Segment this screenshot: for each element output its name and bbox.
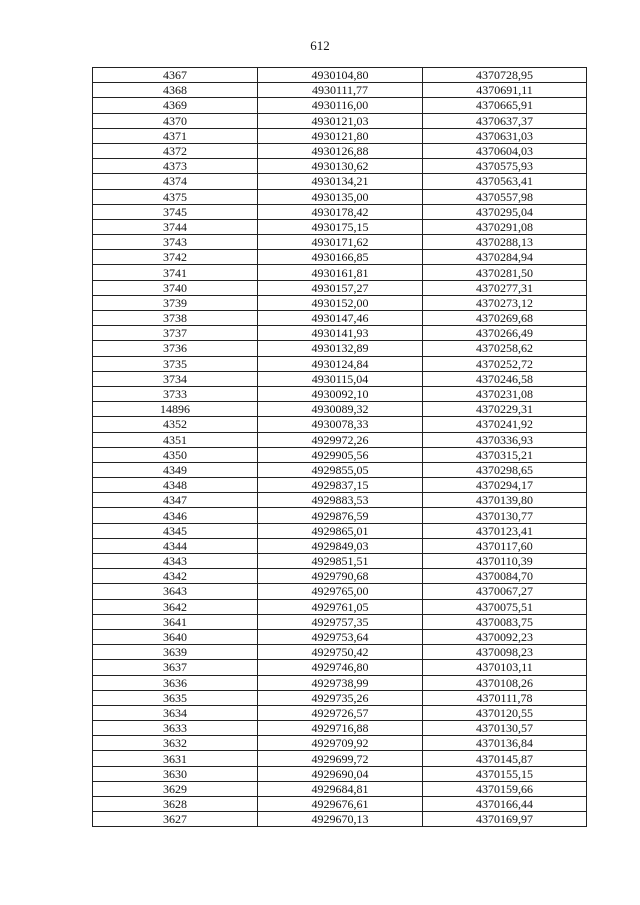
x-coordinate-cell: 4929750,42 (258, 645, 423, 660)
point-number-cell: 4351 (93, 432, 258, 447)
y-coordinate-cell: 4370637,37 (423, 113, 587, 128)
x-coordinate-cell: 4929676,61 (258, 797, 423, 812)
x-coordinate-cell: 4930121,03 (258, 113, 423, 128)
point-number-cell: 4352 (93, 417, 258, 432)
point-number-cell: 4369 (93, 98, 258, 113)
y-coordinate-cell: 4370139,80 (423, 493, 587, 508)
point-number-cell: 4368 (93, 83, 258, 98)
point-number-cell: 3637 (93, 660, 258, 675)
table-row (93, 508, 587, 523)
point-number-cell: 4375 (93, 189, 258, 204)
point-number-cell: 14896 (93, 402, 258, 417)
x-coordinate-cell: 4930166,85 (258, 250, 423, 265)
y-coordinate-cell: 4370575,93 (423, 159, 587, 174)
y-coordinate-cell: 4370563,41 (423, 174, 587, 189)
y-coordinate-cell: 4370241,92 (423, 417, 587, 432)
point-number-cell: 3641 (93, 614, 258, 629)
x-coordinate-cell: 4929753,64 (258, 629, 423, 644)
table-row (93, 341, 587, 356)
point-number-cell: 4374 (93, 174, 258, 189)
y-coordinate-cell: 4370092,23 (423, 629, 587, 644)
y-coordinate-cell: 4370266,49 (423, 326, 587, 341)
y-coordinate-cell: 4370120,55 (423, 705, 587, 720)
point-number-cell: 4346 (93, 508, 258, 523)
table-row (93, 781, 587, 796)
y-coordinate-cell: 4370269,68 (423, 311, 587, 326)
x-coordinate-cell: 4930175,15 (258, 219, 423, 234)
point-number-cell: 3735 (93, 356, 258, 371)
table-row (93, 736, 587, 751)
y-coordinate-cell: 4370665,91 (423, 98, 587, 113)
y-coordinate-cell: 4370258,62 (423, 341, 587, 356)
point-number-cell: 4370 (93, 113, 258, 128)
table-row (93, 265, 587, 280)
table-row (93, 68, 587, 83)
x-coordinate-cell: 4930078,33 (258, 417, 423, 432)
table-row (93, 554, 587, 569)
table-row (93, 98, 587, 113)
y-coordinate-cell: 4370631,03 (423, 128, 587, 143)
point-number-cell: 4371 (93, 128, 258, 143)
point-number-cell: 3628 (93, 797, 258, 812)
point-number-cell: 3627 (93, 812, 258, 827)
y-coordinate-cell: 4370277,31 (423, 280, 587, 295)
x-coordinate-cell: 4930157,27 (258, 280, 423, 295)
point-number-cell: 3739 (93, 295, 258, 310)
point-number-cell: 3631 (93, 751, 258, 766)
table-row (93, 204, 587, 219)
y-coordinate-cell: 4370298,65 (423, 462, 587, 477)
x-coordinate-cell: 4929738,99 (258, 675, 423, 690)
x-coordinate-cell: 4930141,93 (258, 326, 423, 341)
y-coordinate-cell: 4370098,23 (423, 645, 587, 660)
y-coordinate-cell: 4370084,70 (423, 569, 587, 584)
point-number-cell: 3632 (93, 736, 258, 751)
table-row (93, 462, 587, 477)
x-coordinate-cell: 4929851,51 (258, 554, 423, 569)
table-row (93, 189, 587, 204)
point-number-cell: 3741 (93, 265, 258, 280)
point-number-cell: 3636 (93, 675, 258, 690)
x-coordinate-cell: 4930124,84 (258, 356, 423, 371)
table-row (93, 417, 587, 432)
coordinates-table-body (93, 68, 587, 827)
x-coordinate-cell: 4930152,00 (258, 295, 423, 310)
table-row (93, 402, 587, 417)
point-number-cell: 3630 (93, 766, 258, 781)
x-coordinate-cell: 4930171,62 (258, 235, 423, 250)
x-coordinate-cell: 4929699,72 (258, 751, 423, 766)
table-row (93, 812, 587, 827)
x-coordinate-cell: 4929735,26 (258, 690, 423, 705)
x-coordinate-cell: 4930132,89 (258, 341, 423, 356)
y-coordinate-cell: 4370728,95 (423, 68, 587, 83)
table-row (93, 478, 587, 493)
x-coordinate-cell: 4929757,35 (258, 614, 423, 629)
table-row (93, 128, 587, 143)
table-row (93, 159, 587, 174)
y-coordinate-cell: 4370130,57 (423, 721, 587, 736)
y-coordinate-cell: 4370291,08 (423, 219, 587, 234)
y-coordinate-cell: 4370145,87 (423, 751, 587, 766)
x-coordinate-cell: 4929876,59 (258, 508, 423, 523)
y-coordinate-cell: 4370166,44 (423, 797, 587, 812)
point-number-cell: 3634 (93, 705, 258, 720)
x-coordinate-cell: 4929670,13 (258, 812, 423, 827)
x-coordinate-cell: 4930178,42 (258, 204, 423, 219)
table-row (93, 493, 587, 508)
x-coordinate-cell: 4930115,04 (258, 371, 423, 386)
y-coordinate-cell: 4370281,50 (423, 265, 587, 280)
table-row (93, 311, 587, 326)
x-coordinate-cell: 4930126,88 (258, 143, 423, 158)
point-number-cell: 3643 (93, 584, 258, 599)
table-row (93, 766, 587, 781)
x-coordinate-cell: 4930104,80 (258, 68, 423, 83)
point-number-cell: 4348 (93, 478, 258, 493)
y-coordinate-cell: 4370110,39 (423, 554, 587, 569)
point-number-cell: 3733 (93, 386, 258, 401)
point-number-cell: 4373 (93, 159, 258, 174)
x-coordinate-cell: 4929761,05 (258, 599, 423, 614)
y-coordinate-cell: 4370252,72 (423, 356, 587, 371)
table-row (93, 235, 587, 250)
x-coordinate-cell: 4930111,77 (258, 83, 423, 98)
table-row (93, 705, 587, 720)
x-coordinate-cell: 4930092,10 (258, 386, 423, 401)
y-coordinate-cell: 4370169,97 (423, 812, 587, 827)
point-number-cell: 3736 (93, 341, 258, 356)
x-coordinate-cell: 4930089,32 (258, 402, 423, 417)
table-row (93, 523, 587, 538)
table-row (93, 356, 587, 371)
y-coordinate-cell: 4370083,75 (423, 614, 587, 629)
point-number-cell: 3633 (93, 721, 258, 736)
y-coordinate-cell: 4370103,11 (423, 660, 587, 675)
x-coordinate-cell: 4930135,00 (258, 189, 423, 204)
page-number: 612 (310, 38, 330, 53)
point-number-cell: 4367 (93, 68, 258, 83)
x-coordinate-cell: 4929883,53 (258, 493, 423, 508)
point-number-cell: 3639 (93, 645, 258, 660)
table-row (93, 250, 587, 265)
x-coordinate-cell: 4930130,62 (258, 159, 423, 174)
table-row (93, 690, 587, 705)
table-row (93, 143, 587, 158)
x-coordinate-cell: 4929972,26 (258, 432, 423, 447)
y-coordinate-cell: 4370155,15 (423, 766, 587, 781)
point-number-cell: 3743 (93, 235, 258, 250)
table-row (93, 83, 587, 98)
table-row (93, 751, 587, 766)
point-number-cell: 4350 (93, 447, 258, 462)
x-coordinate-cell: 4930121,80 (258, 128, 423, 143)
y-coordinate-cell: 4370284,94 (423, 250, 587, 265)
x-coordinate-cell: 4930161,81 (258, 265, 423, 280)
x-coordinate-cell: 4929690,04 (258, 766, 423, 781)
point-number-cell: 4345 (93, 523, 258, 538)
y-coordinate-cell: 4370294,17 (423, 478, 587, 493)
y-coordinate-cell: 4370229,31 (423, 402, 587, 417)
x-coordinate-cell: 4929790,68 (258, 569, 423, 584)
y-coordinate-cell: 4370231,08 (423, 386, 587, 401)
table-row (93, 629, 587, 644)
x-coordinate-cell: 4930134,21 (258, 174, 423, 189)
point-number-cell: 4372 (93, 143, 258, 158)
table-row (93, 660, 587, 675)
table-row (93, 645, 587, 660)
coordinates-table (92, 67, 587, 827)
point-number-cell: 3744 (93, 219, 258, 234)
point-number-cell: 3635 (93, 690, 258, 705)
x-coordinate-cell: 4929746,80 (258, 660, 423, 675)
table-row (93, 614, 587, 629)
point-number-cell: 3640 (93, 629, 258, 644)
y-coordinate-cell: 4370273,12 (423, 295, 587, 310)
point-number-cell: 4349 (93, 462, 258, 477)
point-number-cell: 4344 (93, 538, 258, 553)
x-coordinate-cell: 4930116,00 (258, 98, 423, 113)
x-coordinate-cell: 4929905,56 (258, 447, 423, 462)
y-coordinate-cell: 4370691,11 (423, 83, 587, 98)
table-row (93, 280, 587, 295)
y-coordinate-cell: 4370604,03 (423, 143, 587, 158)
point-number-cell: 3642 (93, 599, 258, 614)
table-row (93, 721, 587, 736)
table-row (93, 174, 587, 189)
y-coordinate-cell: 4370136,84 (423, 736, 587, 751)
table-row (93, 584, 587, 599)
table-row (93, 295, 587, 310)
table-row (93, 219, 587, 234)
point-number-cell: 4347 (93, 493, 258, 508)
point-number-cell: 3734 (93, 371, 258, 386)
point-number-cell: 4342 (93, 569, 258, 584)
point-number-cell: 3740 (93, 280, 258, 295)
y-coordinate-cell: 4370117,60 (423, 538, 587, 553)
table-row (93, 447, 587, 462)
y-coordinate-cell: 4370246,58 (423, 371, 587, 386)
x-coordinate-cell: 4929837,15 (258, 478, 423, 493)
table-row (93, 386, 587, 401)
table-row (93, 675, 587, 690)
x-coordinate-cell: 4929849,03 (258, 538, 423, 553)
y-coordinate-cell: 4370123,41 (423, 523, 587, 538)
point-number-cell: 3742 (93, 250, 258, 265)
y-coordinate-cell: 4370336,93 (423, 432, 587, 447)
point-number-cell: 3629 (93, 781, 258, 796)
table-row (93, 538, 587, 553)
x-coordinate-cell: 4929709,92 (258, 736, 423, 751)
y-coordinate-cell: 4370557,98 (423, 189, 587, 204)
table-row (93, 797, 587, 812)
y-coordinate-cell: 4370111,78 (423, 690, 587, 705)
point-number-cell: 3745 (93, 204, 258, 219)
x-coordinate-cell: 4929865,01 (258, 523, 423, 538)
point-number-cell: 3738 (93, 311, 258, 326)
y-coordinate-cell: 4370315,21 (423, 447, 587, 462)
table-row (93, 599, 587, 614)
table-row (93, 432, 587, 447)
x-coordinate-cell: 4930147,46 (258, 311, 423, 326)
y-coordinate-cell: 4370159,66 (423, 781, 587, 796)
y-coordinate-cell: 4370288,13 (423, 235, 587, 250)
x-coordinate-cell: 4929716,88 (258, 721, 423, 736)
y-coordinate-cell: 4370067,27 (423, 584, 587, 599)
table-row (93, 113, 587, 128)
x-coordinate-cell: 4929726,57 (258, 705, 423, 720)
point-number-cell: 4343 (93, 554, 258, 569)
y-coordinate-cell: 4370108,26 (423, 675, 587, 690)
table-row (93, 326, 587, 341)
x-coordinate-cell: 4929684,81 (258, 781, 423, 796)
y-coordinate-cell: 4370130,77 (423, 508, 587, 523)
y-coordinate-cell: 4370075,51 (423, 599, 587, 614)
x-coordinate-cell: 4929765,00 (258, 584, 423, 599)
y-coordinate-cell: 4370295,04 (423, 204, 587, 219)
x-coordinate-cell: 4929855,05 (258, 462, 423, 477)
table-row (93, 569, 587, 584)
table-row (93, 371, 587, 386)
point-number-cell: 3737 (93, 326, 258, 341)
